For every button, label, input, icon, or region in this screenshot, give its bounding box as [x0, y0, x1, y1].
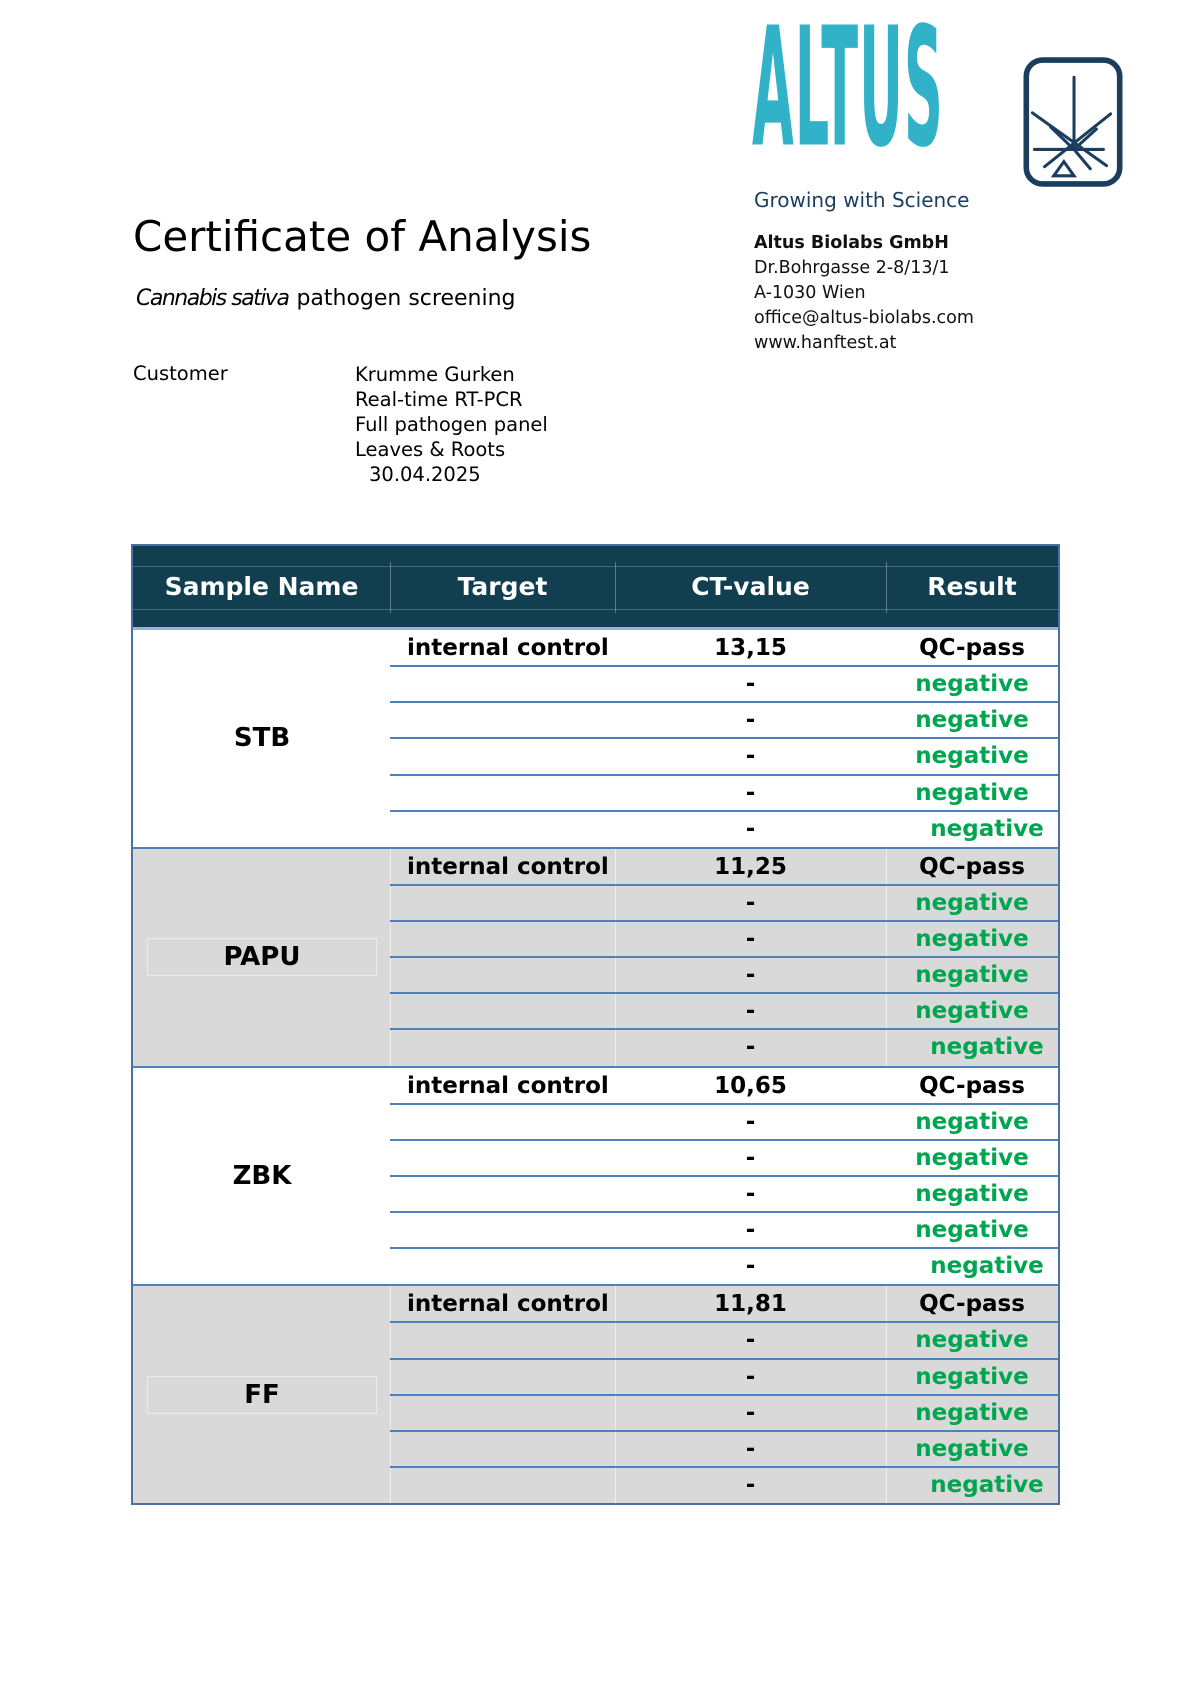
- target-cell: [390, 702, 615, 738]
- header-divider: [390, 562, 391, 613]
- ct-value-cell: 11,81: [714, 1291, 787, 1318]
- ct-value-cell: -: [745, 1108, 756, 1135]
- table-row: [133, 1359, 1058, 1395]
- altus-logo-wordmark: ALTUS: [752, 0, 944, 185]
- sample-cell: [133, 1322, 390, 1358]
- target-cell: [390, 1431, 615, 1467]
- sample-cell: [133, 849, 390, 885]
- result-cell: [886, 738, 1058, 774]
- sample-cell: [133, 1104, 390, 1140]
- sample-group: [133, 630, 1058, 849]
- negative-value: negative: [915, 889, 1029, 916]
- table-row: [133, 921, 1058, 957]
- qc-pass-value: QC-pass: [919, 1072, 1025, 1099]
- result-cell: [886, 630, 1058, 666]
- target-cell: [390, 1467, 615, 1503]
- ct-value-cell: -: [745, 671, 756, 698]
- table-row: [133, 775, 1058, 811]
- results-table: [131, 544, 1060, 1505]
- sample-cell: [133, 775, 390, 811]
- target-cell: internal control: [407, 853, 609, 880]
- ct-value-cell: -: [745, 1253, 756, 1280]
- sample-cell: [133, 738, 390, 774]
- table-row: [133, 1140, 1058, 1176]
- customer-date: 30.04.2025: [369, 463, 481, 486]
- negative-value: negative: [915, 926, 1029, 953]
- sample-cell: [133, 1176, 390, 1212]
- header-divider: [886, 562, 887, 613]
- ct-value-cell: -: [745, 1435, 756, 1462]
- sample-group: [133, 1068, 1058, 1287]
- ct-value-cell: -: [745, 1399, 756, 1426]
- table-row: [133, 957, 1058, 993]
- page-title: Certificate of Analysis: [133, 212, 592, 261]
- company-address-line: Dr.Bohrgasse 2-8/13/1: [754, 258, 950, 278]
- hemp-leaf-icon-svg: [1022, 56, 1124, 188]
- target-cell: [390, 1359, 615, 1395]
- table-row: [133, 1029, 1058, 1065]
- sample-cell: [133, 1140, 390, 1176]
- target-cell: [390, 1395, 615, 1431]
- company-name: Altus Biolabs GmbH: [754, 233, 949, 253]
- ct-value-cell: -: [745, 926, 756, 953]
- sample-group: [133, 849, 1058, 1068]
- negative-value: negative: [915, 1144, 1029, 1171]
- header-divider: [133, 566, 1058, 567]
- target-cell: [390, 775, 615, 811]
- customer-values: [355, 362, 548, 487]
- table-header: [133, 546, 1058, 627]
- result-cell: [886, 1322, 1058, 1358]
- customer-name: Krumme Gurken: [355, 363, 515, 386]
- result-cell: [886, 1104, 1058, 1140]
- sample-cell: [133, 993, 390, 1029]
- result-cell: [901, 811, 1073, 847]
- sample-group: [133, 1286, 1058, 1503]
- target-cell: [390, 921, 615, 957]
- page-subtitle: [136, 286, 516, 311]
- result-cell: [886, 1140, 1058, 1176]
- table-row: [133, 630, 1058, 666]
- negative-value: negative: [915, 1217, 1029, 1244]
- target-cell: [390, 738, 615, 774]
- ct-value-cell: -: [745, 1363, 756, 1390]
- negative-value: negative: [915, 707, 1029, 734]
- negative-value: negative: [930, 815, 1044, 842]
- company-address-line: A-1030 Wien: [754, 283, 866, 303]
- result-cell: [886, 885, 1058, 921]
- ct-value-cell: -: [745, 1180, 756, 1207]
- result-cell: [886, 1176, 1058, 1212]
- target-cell: internal control: [407, 1072, 609, 1099]
- sample-name-label: STB: [147, 719, 377, 757]
- header-cell-sample-name: Sample Name: [164, 572, 359, 601]
- ct-value-cell: -: [745, 998, 756, 1025]
- ct-value-cell: -: [745, 707, 756, 734]
- table-row: [133, 1176, 1058, 1212]
- negative-value: negative: [915, 962, 1029, 989]
- ct-value-cell: -: [745, 743, 756, 770]
- table-row: [133, 849, 1058, 885]
- sample-cell: [133, 1212, 390, 1248]
- sample-cell: [133, 1359, 390, 1395]
- target-cell: internal control: [407, 1291, 609, 1318]
- sample-cell: [133, 1029, 390, 1065]
- ct-value-cell: -: [745, 779, 756, 806]
- header-cell-target: Target: [457, 572, 548, 601]
- negative-value: negative: [915, 1399, 1029, 1426]
- sample-name-label: ZBK: [147, 1157, 377, 1195]
- sample-cell: [133, 885, 390, 921]
- target-cell: [390, 811, 615, 847]
- sample-cell: [133, 630, 390, 666]
- target-cell: [390, 1029, 615, 1065]
- sample-cell: [133, 1395, 390, 1431]
- ct-value-cell: -: [745, 1034, 756, 1061]
- table-row: [133, 1212, 1058, 1248]
- result-cell: [886, 1286, 1058, 1322]
- qc-pass-value: QC-pass: [919, 1291, 1025, 1318]
- header-divider: [133, 609, 1058, 610]
- result-cell: [886, 702, 1058, 738]
- ct-value-cell: -: [745, 962, 756, 989]
- sample-cell: [133, 1068, 390, 1104]
- table-row: [133, 1322, 1058, 1358]
- table-row: [133, 702, 1058, 738]
- sample-cell: [133, 921, 390, 957]
- negative-value: negative: [915, 743, 1029, 770]
- target-cell: [390, 885, 615, 921]
- table-row: [133, 1431, 1058, 1467]
- target-cell: [390, 1322, 615, 1358]
- company-website: www.hanftest.at: [754, 333, 897, 353]
- table-row: [133, 1068, 1058, 1104]
- ct-value-cell: -: [745, 1327, 756, 1354]
- negative-value: negative: [915, 1435, 1029, 1462]
- result-cell: [901, 1467, 1073, 1503]
- table-body: [133, 630, 1058, 1503]
- header-divider: [615, 562, 616, 613]
- sample-cell: [133, 1467, 390, 1503]
- ct-value-cell: 13,15: [714, 635, 787, 662]
- table-row: [133, 811, 1058, 847]
- target-cell: [390, 666, 615, 702]
- result-cell: [901, 1029, 1073, 1065]
- result-cell: [886, 993, 1058, 1029]
- ct-value-cell: -: [745, 889, 756, 916]
- sample-name-label: FF: [147, 1376, 377, 1414]
- table-row: [133, 1467, 1058, 1503]
- sample-cell: [133, 811, 390, 847]
- table-row: [133, 738, 1058, 774]
- result-cell: [886, 1431, 1058, 1467]
- negative-value: negative: [915, 1327, 1029, 1354]
- target-cell: internal control: [407, 635, 609, 662]
- result-cell: [886, 921, 1058, 957]
- company-address-block: [754, 231, 974, 356]
- header-cell-ct-value: CT-value: [691, 572, 810, 601]
- subtitle-species: Cannabis sativa: [136, 286, 289, 311]
- negative-value: negative: [930, 1253, 1044, 1280]
- company-email: office@altus-biolabs.com: [754, 308, 974, 328]
- ct-value-cell: -: [745, 1217, 756, 1244]
- table-row: [133, 1104, 1058, 1140]
- result-cell: [886, 957, 1058, 993]
- qc-pass-value: QC-pass: [919, 853, 1025, 880]
- ct-value-cell: 11,25: [714, 853, 787, 880]
- target-cell: [390, 1212, 615, 1248]
- target-cell: [390, 1176, 615, 1212]
- target-cell: [390, 1140, 615, 1176]
- customer-method: Real-time RT-PCR: [355, 388, 523, 411]
- negative-value: negative: [915, 998, 1029, 1025]
- target-cell: [390, 1104, 615, 1140]
- customer-label: Customer: [133, 362, 228, 385]
- customer-panel: Full pathogen panel: [355, 413, 548, 436]
- result-cell: [886, 849, 1058, 885]
- customer-material: Leaves & Roots: [355, 438, 506, 461]
- result-cell: [886, 1212, 1058, 1248]
- result-cell: [886, 775, 1058, 811]
- ct-value-cell: -: [745, 815, 756, 842]
- sample-cell: [133, 666, 390, 702]
- sample-cell: [133, 702, 390, 738]
- table-row: [133, 666, 1058, 702]
- negative-value: negative: [915, 1363, 1029, 1390]
- qc-pass-value: QC-pass: [919, 635, 1025, 662]
- table-row: [133, 993, 1058, 1029]
- header-cell-result: Result: [927, 572, 1017, 601]
- negative-value: negative: [930, 1034, 1044, 1061]
- table-row: [133, 1395, 1058, 1431]
- ct-value-cell: 10,65: [714, 1072, 787, 1099]
- negative-value: negative: [915, 779, 1029, 806]
- sample-cell: [133, 1431, 390, 1467]
- sample-name-label: PAPU: [147, 938, 377, 976]
- negative-value: negative: [915, 1108, 1029, 1135]
- table-row: [133, 1248, 1058, 1284]
- brand-tagline: Growing with Science: [754, 188, 970, 212]
- negative-value: negative: [915, 671, 1029, 698]
- sample-cell: [133, 957, 390, 993]
- ct-value-cell: -: [745, 1144, 756, 1171]
- sample-cell: [133, 1248, 390, 1284]
- result-cell: [886, 1395, 1058, 1431]
- target-cell: [390, 957, 615, 993]
- result-cell: [886, 1359, 1058, 1395]
- table-row: [133, 1286, 1058, 1322]
- result-cell: [886, 1068, 1058, 1104]
- negative-value: negative: [915, 1180, 1029, 1207]
- negative-value: negative: [930, 1471, 1044, 1498]
- sample-cell: [133, 1286, 390, 1322]
- result-cell: [886, 666, 1058, 702]
- target-cell: [390, 993, 615, 1029]
- subtitle-rest: pathogen screening: [296, 286, 516, 311]
- result-cell: [901, 1248, 1073, 1284]
- target-cell: [390, 1248, 615, 1284]
- table-row: [133, 885, 1058, 921]
- hemp-leaf-icon: [1022, 56, 1124, 188]
- ct-value-cell: -: [745, 1471, 756, 1498]
